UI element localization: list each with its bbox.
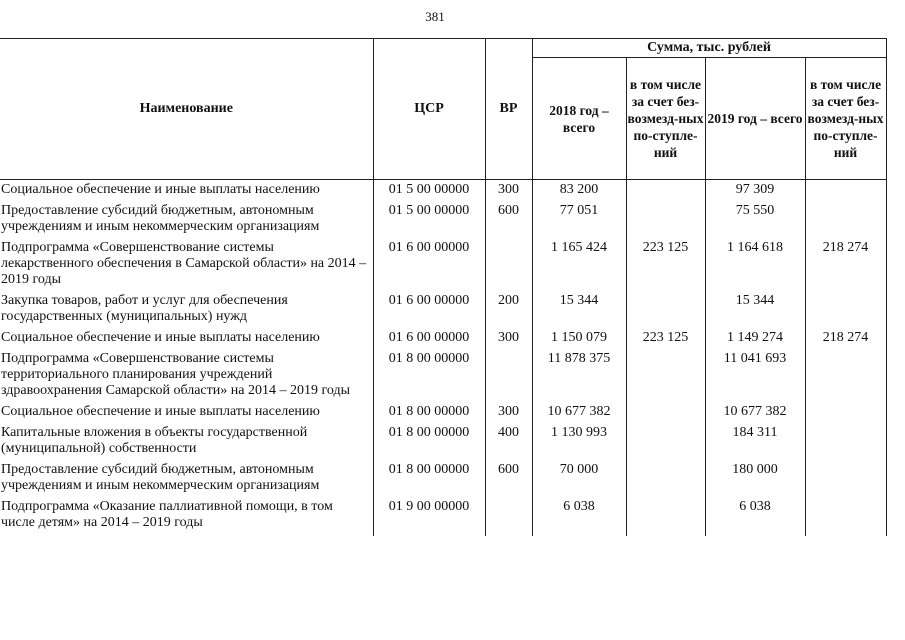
row-2018-total: 11 878 375: [532, 351, 626, 404]
row-csr: 01 6 00 00000: [373, 240, 485, 293]
row-vr: [485, 499, 532, 536]
header-csr: ЦСР: [373, 39, 485, 180]
row-2018-free: [626, 293, 705, 330]
row-2018-free: [626, 351, 705, 404]
row-2019-free: [805, 351, 886, 404]
header-2019-free: в том числе за счет без-возмезд-ных по-ступле-ний: [805, 58, 886, 180]
row-2019-total: 180 000: [705, 462, 805, 499]
row-2018-free: [626, 180, 705, 204]
row-2019-free: [805, 293, 886, 330]
row-2019-free: [805, 404, 886, 425]
row-2018-free: [626, 203, 705, 240]
table-row: [0, 462, 886, 499]
table-row: [0, 203, 886, 240]
row-2018-total: 77 051: [532, 203, 626, 240]
row-name: Подпрограмма «Совершенствование системы территориального планирования учреждений здравоохранения Самарской области» на 2014 – 2019 годы: [0, 351, 373, 404]
table-row: [0, 351, 886, 404]
row-csr: 01 8 00 00000: [373, 404, 485, 425]
row-csr: 01 5 00 00000: [373, 203, 485, 240]
table-row: [0, 180, 886, 204]
row-name: Капитальные вложения в объекты государственной (муниципальной) собственности: [0, 425, 373, 462]
table-row: [0, 404, 886, 425]
row-2019-total: 11 041 693: [705, 351, 805, 404]
row-2019-free: [805, 180, 886, 204]
table-row: [0, 240, 886, 293]
row-vr: 600: [485, 203, 532, 240]
header-2018-total: 2018 год – всего: [532, 58, 626, 180]
row-2018-total: 1 165 424: [532, 240, 626, 293]
row-2018-free: 223 125: [626, 330, 705, 351]
row-vr: 200: [485, 293, 532, 330]
row-2018-total: 15 344: [532, 293, 626, 330]
row-2018-total: 6 038: [532, 499, 626, 536]
row-2018-total: 1 130 993: [532, 425, 626, 462]
row-name: Предоставление субсидий бюджетным, автономным учреждениям и иным некоммерческим организациям: [0, 462, 373, 499]
row-2019-total: 6 038: [705, 499, 805, 536]
row-2018-free: [626, 425, 705, 462]
row-vr: 300: [485, 330, 532, 351]
row-2018-total: 10 677 382: [532, 404, 626, 425]
header-2019-total: 2019 год – всего: [705, 58, 805, 180]
row-vr: [485, 240, 532, 293]
header-name: Наименование: [0, 39, 373, 180]
row-csr: 01 5 00 00000: [373, 180, 485, 204]
row-2019-free: 218 274: [805, 330, 886, 351]
row-2019-total: 10 677 382: [705, 404, 805, 425]
row-2019-total: 15 344: [705, 293, 805, 330]
row-2018-total: 70 000: [532, 462, 626, 499]
row-name: Закупка товаров, работ и услуг для обеспечения государственных (муниципальных) нужд: [0, 293, 373, 330]
row-2019-free: [805, 499, 886, 536]
row-name: Предоставление субсидий бюджетным, автономным учреждениям и иным некоммерческим организациям: [0, 203, 373, 240]
row-vr: [485, 351, 532, 404]
table-row: [0, 425, 886, 462]
row-name: Социальное обеспечение и иные выплаты населению: [0, 180, 373, 204]
row-2018-free: [626, 499, 705, 536]
row-csr: 01 8 00 00000: [373, 351, 485, 404]
header-sum-group: Сумма, тыс. рублей: [532, 39, 886, 58]
row-2019-free: 218 274: [805, 240, 886, 293]
page-number: 381: [425, 9, 445, 24]
row-csr: 01 6 00 00000: [373, 330, 485, 351]
table-row: [0, 330, 886, 351]
row-2019-total: 1 149 274: [705, 330, 805, 351]
row-2018-free: [626, 462, 705, 499]
budget-table: [0, 38, 887, 536]
row-2019-total: 97 309: [705, 180, 805, 204]
table-body: [0, 180, 886, 537]
row-2019-free: [805, 425, 886, 462]
row-csr: 01 6 00 00000: [373, 293, 485, 330]
table-row: [0, 499, 886, 536]
row-2019-free: [805, 462, 886, 499]
row-2018-free: 223 125: [626, 240, 705, 293]
row-2019-total: 75 550: [705, 203, 805, 240]
row-csr: 01 8 00 00000: [373, 425, 485, 462]
row-vr: 300: [485, 180, 532, 204]
row-vr: 600: [485, 462, 532, 499]
row-2019-free: [805, 203, 886, 240]
row-csr: 01 8 00 00000: [373, 462, 485, 499]
header-vr: ВР: [485, 39, 532, 180]
row-name: Подпрограмма «Оказание паллиативной помощи, в том числе детям» на 2014 – 2019 годы: [0, 499, 373, 536]
table-row: [0, 293, 886, 330]
row-name: Подпрограмма «Совершенствование системы лекарственного обеспечения в Самарской области» на 2014 – 2019 годы: [0, 240, 373, 293]
row-2019-total: 184 311: [705, 425, 805, 462]
row-csr: 01 9 00 00000: [373, 499, 485, 536]
row-2018-free: [626, 404, 705, 425]
header-2018-free: в том числе за счет без-возмезд-ных по-ступле-ний: [626, 58, 705, 180]
row-name: Социальное обеспечение и иные выплаты населению: [0, 330, 373, 351]
row-2019-total: 1 164 618: [705, 240, 805, 293]
row-vr: 300: [485, 404, 532, 425]
row-2018-total: 1 150 079: [532, 330, 626, 351]
row-vr: 400: [485, 425, 532, 462]
row-name: Социальное обеспечение и иные выплаты населению: [0, 404, 373, 425]
row-2018-total: 83 200: [532, 180, 626, 204]
